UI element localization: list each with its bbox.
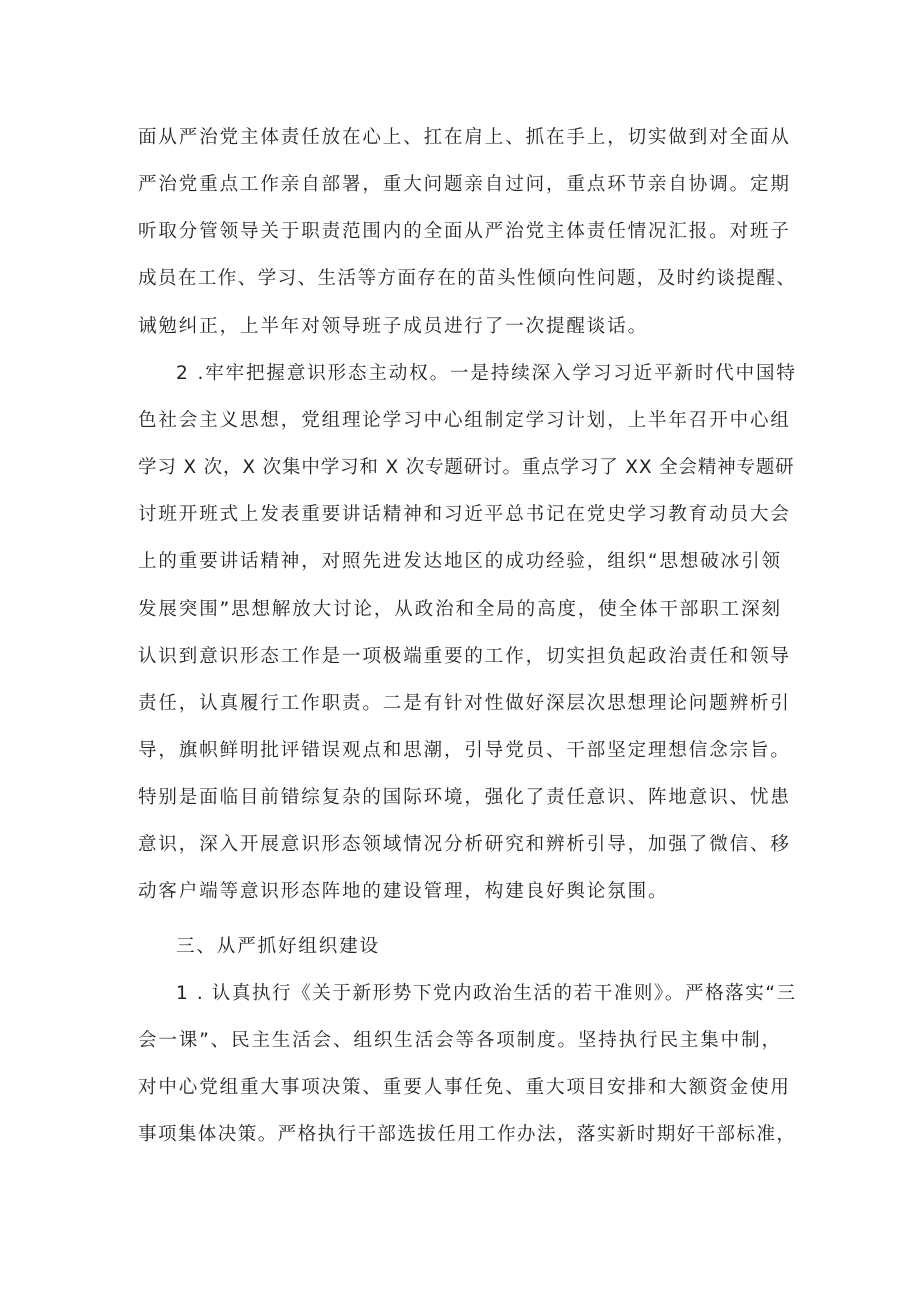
text-line: 严治党重点工作亲自部署，重大问题亲自过问，重点环节亲自协调。定期 [138,174,791,195]
text-line: 事项集体决策。严格执行干部选拔任用工作办法，落实新时期好干部标准， [138,1124,797,1145]
text-line: 听取分管领导关于职责范围内的全面从严治党主体责任情况汇报。对班子 [138,221,791,242]
text-line: 讨班开班式上发表重要讲话精神和习近平总书记在党史学习教育动员大会 [138,504,791,525]
text-line: 动客户端等意识形态阵地的建设管理，构建良好舆论氛围。 [138,881,669,902]
text-line: 1 . 认真执行《关于新形势下党内政治生活的若干准则》。严格落实“三 [176,983,797,1004]
text-line: 特别是面临目前错综复杂的国际环境，强化了责任意识、阵地意识、忧患 [138,787,791,808]
text-line: 成员在工作、学习、生活等方面存在的苗头性倾向性问题，及时约谈提醒、 [138,268,797,289]
text-line: 诫勉纠正，上半年对领导班子成员进行了一次提醒谈话。 [138,316,649,337]
text-line: 学习 X 次，X 次集中学习和 X 次专题研讨。重点学习了 XX 全会精神专题研 [138,457,795,478]
text-line: 责任，认真履行工作职责。二是有针对性做好深层次思想理论问题辨析引 [138,693,791,714]
text-line: 2 .牢牢把握意识形态主动权。一是持续深入学习习近平新时代中国特 [176,363,797,384]
text-line: 对中心党组重大事项决策、重要人事任免、重大项目安排和大额资金使用 [138,1077,791,1098]
text-line: 导，旗帜鲜明批评错误观点和思潮，引导党员、干部坚定理想信念宗旨。 [138,740,791,761]
text-line: 面从严治党主体责任放在心上、扛在肩上、抓在手上，切实做到对全面从 [138,127,791,148]
text-line: 会一课”、民主生活会、组织生活会等各项制度。坚持执行民主集中制， [138,1030,782,1051]
text-line: 发展突围”思想解放大讨论，从政治和全局的高度，使全体干部职工深刻 [138,599,782,620]
text-line: 上的重要讲话精神，对照先进发达地区的成功经验，组织“思想破冰引领 [138,551,782,572]
text-line: 意识，深入开展意识形态领域情况分析研究和辨析引导，加强了微信、移 [138,834,791,855]
text-line: 色社会主义思想，党组理论学习中心组制定学习计划，上半年召开中心组 [138,410,791,431]
text-line: 认识到意识形态工作是一项极端重要的工作，切实担负起政治责任和领导 [138,646,791,667]
text-line: 三、从严抓好组织建设 [176,936,381,957]
